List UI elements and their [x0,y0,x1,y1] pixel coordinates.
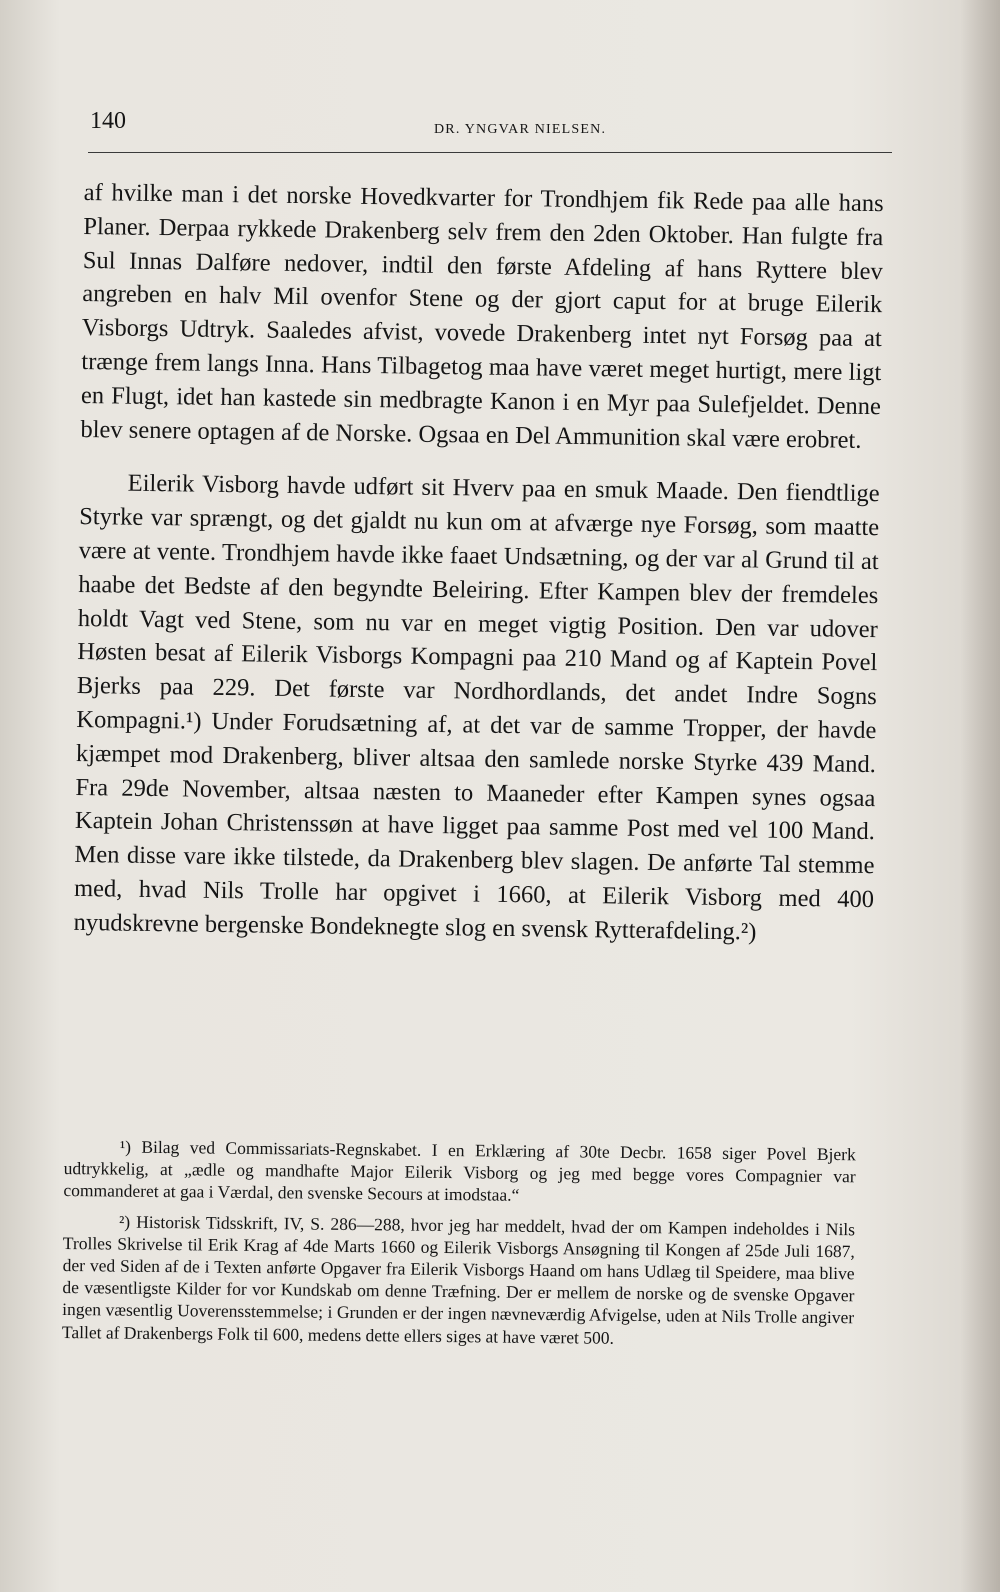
page-number: 140 [90,108,126,134]
page-header [90,104,890,144]
header-rule [88,152,892,153]
footnotes [62,1135,856,1351]
paragraph: af hvilke man i det norske Hovedkvarter for Trondhjem fik Rede paa alle hans Planer. Derpaa rykkede Drakenberg selv frem den 2den Oktober. Han fulgte fra Sul Innas Dalføre nedover, indtil den første Afdeling af hans Ryttere blev angreben en halv Mil ovenfor Stene og der gjort caput for at bruge Eilerik Visborgs Udtryk. Saaledes afvist, vovede Drakenberg intet nyt Forsøg paa at trænge frem langs Inna. Hans Tilbagetog maa have været meget hurtigt, mere ligt en Flugt, idet han kastede sin medbragte Kanon i en Myr paa Sulefjeldet. Denne blev senere optagen af de Norske. Ogsaa en Del Ammunition skal være erobret. [80,178,884,454]
footnote-1: ¹) Bilag ved Commissariats-Regnskabet. I en Erklæring af 30te Decbr. 1658 siger Povel Bjerk udtrykkelig, at „ædle og mandhafte Major Eilerik Visborg og jeg med begge vores Compagnier var commanderet at gaa i Værdal, den svenske Secours at imodstaa.“ [63,1136,856,1206]
main-text [73,176,884,951]
paragraph: Eilerik Visborg havde udført sit Hverv paa en smuk Maade. Den fiendtlige Styrke var sprængt, og det gjaldt nu kun om at afværge nye Forsøg, som maatte være at vente. Trondhjem havde ikke faaet Undsætning, og der var al Grund til at haabe det Bedste af den begyndte Beleiring. Efter Kampen blev der fremdeles holdt Vagt ved Stene, som nu var en meget vigtig Position. Den var udover Høsten besat af Eilerik Visborgs Kompagni paa 210 Mand og af Kaptein Povel Bjerks paa 229. Det første var Nordhordlands, det andet Indre Sogns Kompagni.¹) Under Forudsætning af, at det var de samme Tropper, der havde kjæmpet mod Drakenberg, bliver altsaa den samlede norske Styrke 439 Mand. Fra 29de November, altsaa næsten to Maaneder efter Kampen synes ogsaa Kaptein Johan Christenssøn at have ligget paa samme Post med vel 100 Mand. Men disse vare ikke tilstede, da Drakenberg blev slagen. De anførte Tal stemme med, hvad Nils Trolle har opgivet i 1660, at Eilerik Visborg med 400 nyudskrevne bergenske Bondeknegte slog en svensk Rytterafdeling.²) [73,470,880,946]
footnote-2: ²) Historisk Tidsskrift, IV, S. 286—288, hvor jeg har meddelt, hvad der om Kampen indeholdes i Nils Trolles Skrivelse til Erik Krag af 4de Marts 1660 og Eilerik Visborgs Ansøgning til Kongen af 25de Juli 1687, der ved Siden af de i Texten anførte Opgaver fra Eilerik Visborgs Haand om hans Udlæg til Speidere, maa blive de væsentligste Kilder for vor Kundskab om denne Træfning. Der er mellem de norske og de svenske Opgaver ingen væsentlig Uoverensstemmelse; i Grunden er der ingen nævneværdig Afvigelse, uden at Nils Trolle angiver Tallet af Drakenbergs Folk til 600, medens dette ellers siges at have været 500. [61,1211,856,1348]
running-title: DR. YNGVAR NIELSEN. [434,122,607,137]
page-edge-shadow [960,0,1000,1592]
